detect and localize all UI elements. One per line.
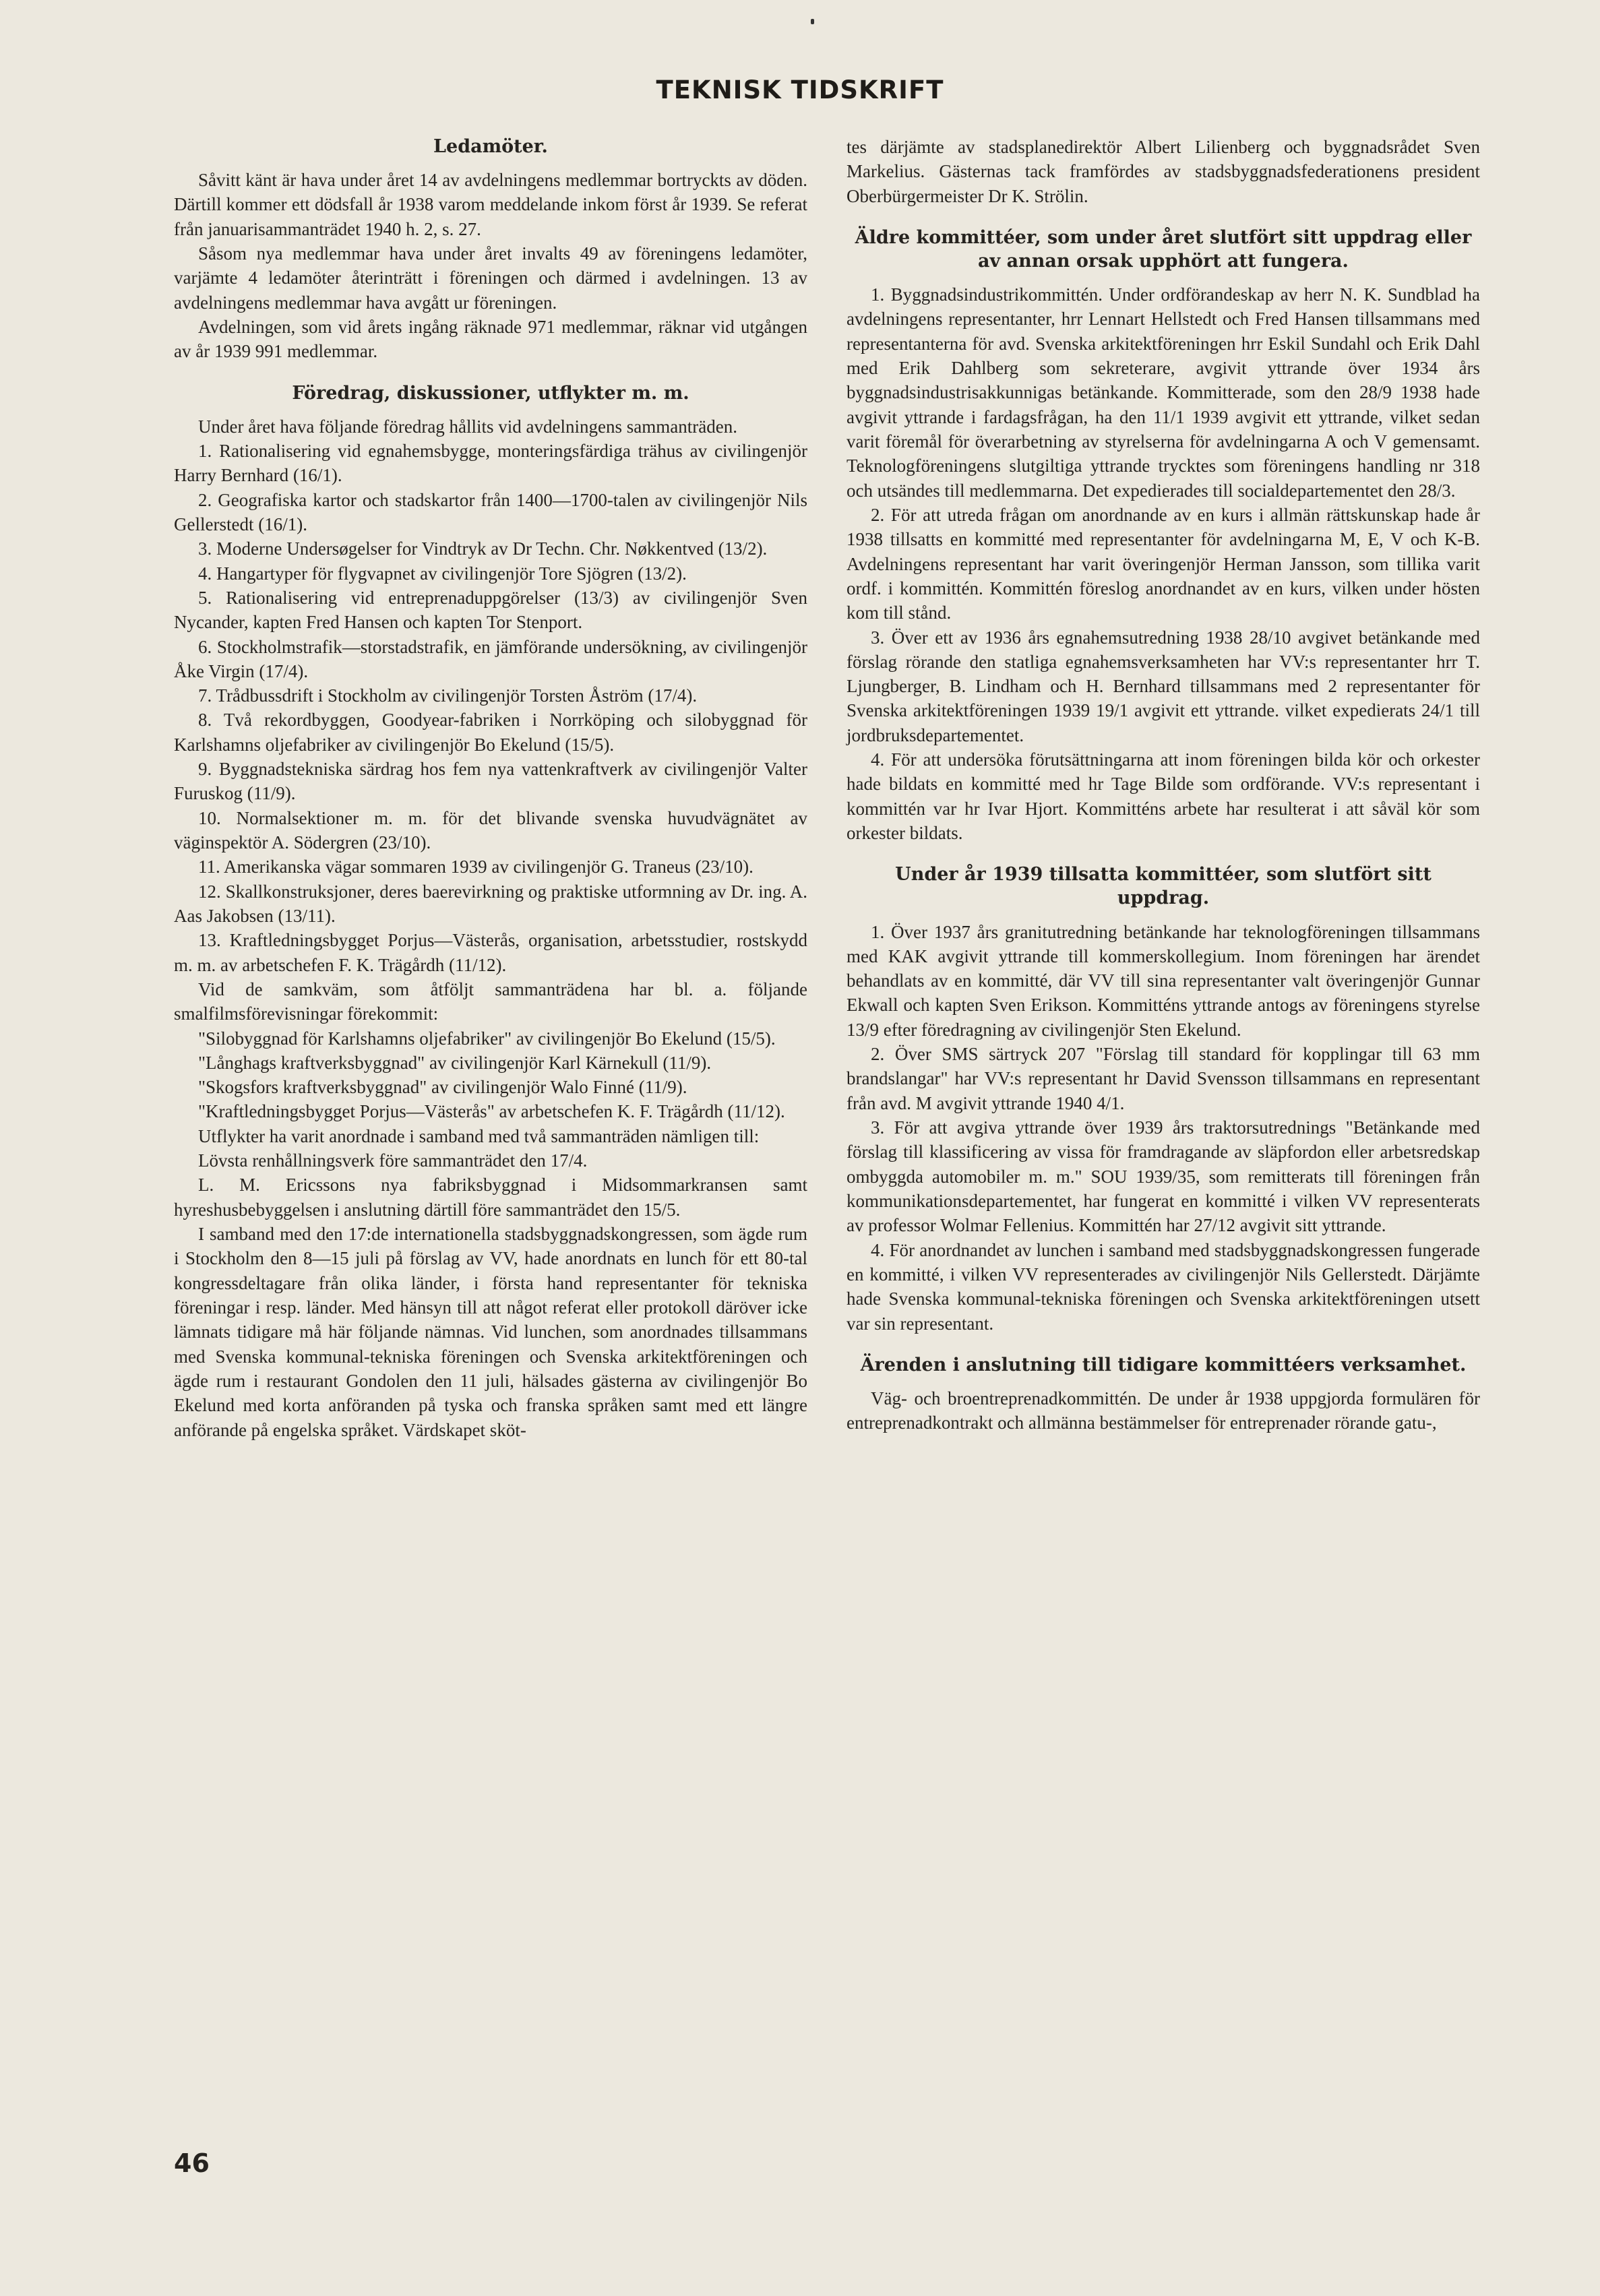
lecture-item: 2. Geografiska kartor och stadskartor från 1400—1700-talen av civilingenjör Nils Gellerstedt (16/1). [174, 489, 807, 534]
lecture-item: 12. Skallkonstruksjoner, deres baerevirkning og praktiske utformning av Dr. ing. A. Aas Jakobsen (13/11). [174, 881, 807, 926]
film-item: "Kraftledningsbygget Porjus—Västerås" av arbetschefen K. F. Trägårdh (11/12). [198, 1101, 785, 1122]
committee-item: 4. För anordnandet av lunchen i samband med stadsbyggnadskongressen fungerade en kommitté, i vilken VV representerades av civilingenjör Nils Gellerstedt. Därjämte hade Svenska kommunal-tekniska föreningen och Svenska arkitektföreningen utsett var sin representant. [847, 1239, 1480, 1334]
excursion-item: L. M. Ericssons nya fabriksbyggnad i Midsommarkransen samt hyreshusbebyggelsen i anslutning därtill före sammanträdet den 15/5. [174, 1175, 807, 1220]
lecture-item: 1. Rationalisering vid egnahemsbygge, monteringsfärdiga trähus av civilingenjör Harry Bernhard (16/1). [174, 441, 807, 486]
heading-ledamoter: Ledamöter. [433, 136, 548, 157]
film-item: "Silobyggnad för Karlshamns oljefabriker" av civilingenjör Bo Ekelund (15/5). [198, 1028, 776, 1049]
committee-item: 2. Över SMS särtryck 207 "Förslag till standard för kopplingar till 63 mm brandslangar" har VV:s representant hr David Svensson tillsammans en representant från avd. M avgivit yttrande 1940 4/1. [847, 1044, 1480, 1113]
lecture-item: 10. Normalsektioner m. m. för det blivande svenska huvudvägnätet av väginspektör A. Södergren (23/10). [174, 807, 807, 852]
heading-foredrag: Föredrag, diskussioner, utflykter m. m. [292, 382, 689, 404]
lecture-item: 11. Amerikanska vägar sommaren 1939 av civilingenjör G. Traneus (23/10). [198, 857, 753, 877]
paragraph: tes därjämte av stadsplanedirektör Albert Lilienberg och byggnadsrådet Sven Markelius. Gästernas tack framfördes av stadsbyggnadsfederationens president Oberbürgermeister Dr K. Strölin. [847, 137, 1480, 206]
committee-item: 1. Byggnadsindustrikommittén. Under ordförandeskap av herr N. K. Sundblad ha avdelningens representanter, hrr Lennart Hellstedt och Fred Hansen tillsammans med representanterna för avd. Svenska arkitektföreningen hrr Eskil Sundahl och Erik Dahl med Erik Dahlberg som sekreterare, avgivit yttrande över 1934 års byggnadsindustrisakkunnigas betänkande. Kommitterade, som den 28/9 1938 hade avgivit yttrande i fardagsfrågan, ha den 11/1 1939 avgivit ett yttrande, vilket sedan varit föremål för överarbetning av styrelserna för avdelningarna A och V gemensamt. Teknologföreningens slutgiltiga yttrande trycktes som föreningens handling nr 318 och utsändes till medlemmarna. Det expedierades till socialdepartementet den 28/3. [847, 284, 1480, 501]
committee-item: 2. För att utreda frågan om anordnande av en kurs i allmän rättskunskap hade år 1938 tillsatts en kommitté med representanter för avdelningarna M, E, V och K-B. Avdelningens representant har varit överingenjör Herman Jansson, som tillika varit ordf. i kommittén. Kommittén föreslog anordnandet av en kurs, vilken under hösten kom till stånd. [847, 504, 1480, 623]
heading-1939-kommitteer: Under år 1939 tillsatta kommittéer, som slutfört sitt uppdrag. [895, 864, 1432, 909]
paragraph: Väg- och broentreprenadkommittén. De under år 1938 uppgjorda formulären för entreprenadkontrakt och allmänna bestämmelser för entreprenader rörande gatu-, [847, 1388, 1480, 1433]
print-mark [811, 19, 814, 24]
lecture-item: 5. Rationalisering vid entreprenaduppgörelser (13/3) av civilingenjör Sven Nycander, kapten Fred Hansen och kapten Tor Stenport. [174, 587, 807, 633]
paragraph: Utflykter ha varit anordnade i samband med två sammanträden nämligen till: [198, 1125, 760, 1146]
journal-title: TEKNISK TIDSKRIFT [656, 75, 944, 104]
paragraph: Under året hava följande föredrag hållits vid avdelningens sammanträden. [198, 416, 737, 437]
committee-item: 3. För att avgiva yttrande över 1939 års traktorsutrednings "Betänkande med förslag till klassificering av vissa för framdragande av släpfordon eller arbetsredskap ombyggda automobiler m. m." SOU 1939/35, som remitterats till föreningen från kommunikationsdepartementet, har fungerat en kommitté i vilken VV representerats av professor Wolmar Fellenius. Kommittén har 27/12 avgivit sitt yttrande. [847, 1117, 1480, 1236]
left-column [174, 135, 807, 1442]
paragraph: Såsom nya medlemmar hava under året invalts 49 av föreningens ledamöter, varjämte 4 ledamöter återinträtt i föreningen och därmed i avdelningen. 13 av avdelningens medlemmar hava avgått ur föreningen. [174, 243, 807, 313]
lecture-item: 3. Moderne Undersøgelser for Vindtryk av Dr Techn. Chr. Nøkkentved (13/2). [198, 538, 768, 559]
lecture-item: 7. Trådbussdrift i Stockholm av civilingenjör Torsten Åström (17/4). [198, 685, 698, 706]
paragraph: Avdelningen, som vid årets ingång räknade 971 medlemmar, räknar vid utgången av år 1939 991 medlemmar. [174, 316, 807, 362]
film-item: "Långhags kraftverksbyggnad" av civilingenjör Karl Kärnekull (11/9). [198, 1052, 712, 1073]
page-number: 46 [174, 2148, 210, 2178]
committee-item: 3. Över ett av 1936 års egnahemsutredning 1938 28/10 avgivet betänkande med förslag rörande den statliga egnahemsverksamheten har VV:s representanter hrr T. Ljungberger, B. Lindham och H. Bernhard tillsammans med 2 representanter för Svenska arkitektföreningen 1939 19/1 avgivit ett yttrande. vilket expedierats 24/1 till jordbruksdepartementet. [847, 627, 1480, 745]
film-item: "Skogsfors kraftverksbyggnad" av civilingenjör Walo Finné (11/9). [198, 1077, 687, 1098]
lecture-item: 13. Kraftledningsbygget Porjus—Västerås, organisation, arbetsstudier, rostskydd m. m. av arbetschefen F. K. Trägårdh (11/12). [174, 930, 807, 975]
committee-item: 4. För att undersöka förutsättningarna att inom föreningen bilda kör och orkester hade bildats en kommitté med hr Tage Bilde som ordförande. VV:s representant i kommittén var hr Ivar Hjort. Kommitténs arbete har resulterat i att såväl kör som orkester bildats. [847, 749, 1480, 843]
right-column [847, 135, 1480, 1435]
heading-aldre-kommitteer: Äldre kommittéer, som under året slutfört sitt uppdrag eller av annan orsak upphört att fungera. [855, 226, 1472, 272]
lecture-item: 8. Två rekordbyggen, Goodyear-fabriken i Norrköping och silobyggnad för Karlshamns oljefabriker av civilingenjör Bo Ekelund (15/5). [174, 710, 807, 755]
paragraph: Vid de samkväm, som åtföljt sammanträdena har bl. a. följande smalfilmsförevisningar förekommit: [174, 979, 807, 1024]
paragraph: Såvitt känt är hava under året 14 av avdelningens medlemmar bortryckts av döden. Därtill kommer ett dödsfall år 1938 varom meddelande inkom först år 1939. Se referat från januarisammanträdet 1940 h. 2, s. 27. [174, 170, 807, 239]
lecture-item: 6. Stockholmstrafik—storstadstrafik, en jämförande undersökning, av civilingenjör Åke Virgin (17/4). [174, 636, 807, 681]
lecture-item: 4. Hangartyper för flygvapnet av civilingenjör Tore Sjögren (13/2). [198, 563, 687, 584]
committee-item: 1. Över 1937 års granitutredning betänkande har teknologföreningen tillsammans med KAK avgivit yttrande till kommerskollegium. Inom föreningen har ärendet behandlats av en kommitté, där VV till sina representanter valt överingenjör Gunnar Ekwall och kapten Sven Erikson. Kommitténs yttrande antogs av föreningens styrelse 13/9 efter föredragning av civilingenjör Sten Ekelund. [847, 921, 1480, 1040]
heading-arenden: Ärenden i anslutning till tidigare kommittéers verksamhet. [860, 1354, 1467, 1375]
paragraph: I samband med den 17:de internationella stadsbyggnadskongressen, som ägde rum i Stockholm den 8—15 juli på förslag av VV, hade anordnats en lunch för ett 80-tal kongressdeltagare från olika länder, i första hand representanter för tekniska föreningar i resp. länder. Med hänsyn till att något referat eller protokoll däröver icke lämnats tidigare må här följande nämnas. Vid lunchen, som anordnades tillsammans med Svenska kommunal-tekniska föreningen och Svenska arkitektföreningen och ägde rum i restaurant Gondolen den 11 juli, hälsades gästerna av civilingenjör Bo Ekelund med korta anföranden på tyska och franska språken samt med ett längre anförande på engelska språket. Värdskapet sköt- [174, 1224, 807, 1440]
excursion-item: Lövsta renhållningsverk före sammanträdet den 17/4. [198, 1150, 588, 1171]
lecture-item: 9. Byggnadstekniska särdrag hos fem nya vattenkraftverk av civilingenjör Valter Furuskog (11/9). [174, 759, 807, 804]
